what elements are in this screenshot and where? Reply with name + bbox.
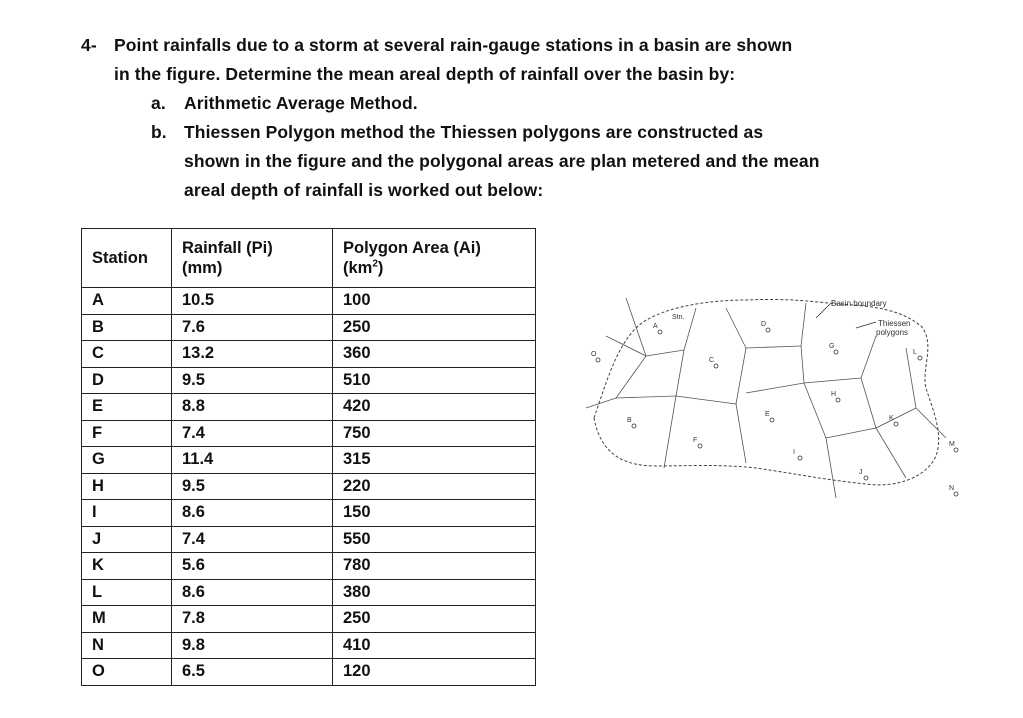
table-body — [82, 288, 536, 686]
table-row — [82, 500, 536, 527]
thiessen-edge — [736, 348, 746, 404]
cell-area: 250 — [333, 606, 536, 633]
station-point-o — [596, 358, 600, 362]
table-row — [82, 579, 536, 606]
table-row — [82, 447, 536, 474]
cell-station: H — [82, 473, 172, 500]
cell-rainfall: 5.6 — [172, 553, 333, 580]
table-row — [82, 341, 536, 368]
table-row — [82, 394, 536, 421]
station-point-m — [954, 448, 958, 452]
station-point-i — [798, 456, 802, 460]
thiessen-edge — [586, 398, 616, 408]
cell-rainfall: 8.6 — [172, 500, 333, 527]
cell-area: 315 — [333, 447, 536, 474]
cell-station: I — [82, 500, 172, 527]
cell-rainfall: 8.8 — [172, 394, 333, 421]
header-station: Station — [82, 229, 172, 288]
station-label-j: J — [859, 469, 863, 476]
thiessen-label-1: Thiessen — [878, 319, 911, 328]
table-row — [82, 288, 536, 315]
cell-station: M — [82, 606, 172, 633]
basin-diagram — [576, 288, 968, 520]
station-point-g — [834, 350, 838, 354]
station-point-h — [836, 398, 840, 402]
cell-rainfall: 8.6 — [172, 579, 333, 606]
thiessen-edge — [801, 346, 804, 383]
cell-station: B — [82, 314, 172, 341]
question-intro-line-2: in the figure. Determine the mean areal depth of rainfall over the basin by: — [114, 64, 736, 84]
cell-area: 360 — [333, 341, 536, 368]
thiessen-label-2: polygons — [876, 328, 909, 337]
station-label-f: F — [693, 437, 698, 444]
cell-area: 410 — [333, 632, 536, 659]
thiessen-edge — [876, 428, 906, 478]
station-label-h: H — [831, 391, 837, 398]
table-row — [82, 632, 536, 659]
cell-rainfall: 9.5 — [172, 473, 333, 500]
cell-station: G — [82, 447, 172, 474]
cell-rainfall: 11.4 — [172, 447, 333, 474]
cell-rainfall: 9.8 — [172, 632, 333, 659]
header-rainfall — [172, 229, 333, 288]
cell-area: 780 — [333, 553, 536, 580]
thiessen-edge — [746, 346, 801, 348]
cell-station: C — [82, 341, 172, 368]
cell-area: 120 — [333, 659, 536, 686]
thiessen-edge — [616, 356, 646, 398]
station-point-j — [864, 476, 868, 480]
header-rainfall-label: Rainfall (Pi) — [182, 239, 273, 257]
thiessen-edge — [916, 408, 946, 438]
station-point-f — [698, 444, 702, 448]
cell-station: J — [82, 526, 172, 553]
cell-station: D — [82, 367, 172, 394]
cell-rainfall: 7.6 — [172, 314, 333, 341]
cell-station: O — [82, 659, 172, 686]
question-number: 4- — [81, 35, 97, 55]
cell-area: 250 — [333, 314, 536, 341]
thiessen-pointer — [856, 322, 876, 328]
table-row — [82, 606, 536, 633]
station-point-e — [770, 418, 774, 422]
cell-rainfall: 13.2 — [172, 341, 333, 368]
cell-station: E — [82, 394, 172, 421]
cell-rainfall: 9.5 — [172, 367, 333, 394]
header-area-unit: $(km^2)$ — [343, 258, 384, 277]
station-label-a: A — [653, 323, 658, 330]
thiessen-edge — [676, 350, 684, 396]
thiessen-edge — [616, 396, 676, 398]
stn-label: Stn. — [672, 314, 685, 321]
part-a-letter: a. — [151, 93, 166, 113]
thiessen-edge — [804, 383, 826, 438]
cell-area: 550 — [333, 526, 536, 553]
cell-rainfall: 7.4 — [172, 526, 333, 553]
cell-area: 750 — [333, 420, 536, 447]
cell-rainfall: 7.4 — [172, 420, 333, 447]
cell-area: 510 — [333, 367, 536, 394]
station-label-c: C — [709, 357, 715, 364]
thiessen-edge — [664, 396, 676, 468]
thiessen-edge — [906, 348, 916, 408]
part-b-line-2: shown in the figure and the polygonal areas are plan metered and the mean — [184, 151, 820, 171]
station-point-k — [894, 422, 898, 426]
station-label-d: D — [761, 321, 767, 328]
table-row — [82, 367, 536, 394]
station-point-a — [658, 330, 662, 334]
part-b-line-1: Thiessen Polygon method the Thiessen polygons are constructed as — [184, 122, 764, 142]
table-row — [82, 526, 536, 553]
cell-rainfall: 7.8 — [172, 606, 333, 633]
cell-station: A — [82, 288, 172, 315]
thiessen-edge — [736, 404, 746, 463]
thiessen-edge — [861, 378, 876, 428]
thiessen-edge — [801, 303, 806, 346]
part-b-letter: b. — [151, 122, 167, 142]
thiessen-edge — [861, 336, 876, 378]
cell-rainfall: 6.5 — [172, 659, 333, 686]
basin-figure — [576, 288, 968, 520]
station-label-b: B — [627, 417, 632, 424]
station-point-l — [918, 356, 922, 360]
header-area — [333, 229, 536, 288]
table-row — [82, 473, 536, 500]
thiessen-edge — [646, 350, 684, 356]
question-intro-line-1: Point rainfalls due to a storm at several rain-gauge stations in a basin are shown — [114, 35, 793, 55]
cell-rainfall: 10.5 — [172, 288, 333, 315]
header-rainfall-unit: (mm) — [182, 259, 223, 277]
header-area-label: Polygon Area (Ai) — [343, 239, 481, 257]
table-header-row — [82, 229, 536, 288]
thiessen-edge — [804, 378, 861, 383]
cell-area: 100 — [333, 288, 536, 315]
cell-station: K — [82, 553, 172, 580]
thiessen-edge — [676, 396, 736, 404]
cell-station: N — [82, 632, 172, 659]
station-point-c — [714, 364, 718, 368]
cell-station: L — [82, 579, 172, 606]
cell-area: 380 — [333, 579, 536, 606]
station-label-k: K — [889, 415, 894, 422]
station-label-o: O — [591, 351, 597, 358]
thiessen-edge — [726, 308, 746, 348]
station-label-g: G — [829, 343, 835, 350]
station-label-i: I — [793, 449, 795, 456]
table-row — [82, 553, 536, 580]
cell-area: 150 — [333, 500, 536, 527]
cell-area: 420 — [333, 394, 536, 421]
station-point-n — [954, 492, 958, 496]
station-label-l: L — [913, 349, 917, 356]
thiessen-edge — [826, 428, 876, 438]
part-b-line-3: areal depth of rainfall is worked out below: — [184, 180, 544, 200]
table-row — [82, 314, 536, 341]
thiessen-edge — [684, 308, 696, 350]
cell-area: 220 — [333, 473, 536, 500]
cell-station: F — [82, 420, 172, 447]
part-a-text: Arithmetic Average Method. — [184, 93, 418, 113]
thiessen-edge — [826, 438, 836, 498]
table-row — [82, 659, 536, 686]
rainfall-table — [81, 228, 536, 686]
table-row — [82, 420, 536, 447]
station-point-b — [632, 424, 636, 428]
station-label-e: E — [765, 411, 770, 418]
station-label-m: M — [949, 441, 955, 448]
station-point-d — [766, 328, 770, 332]
station-label-n: N — [949, 485, 955, 492]
basin-boundary-label: Basin boundary — [831, 299, 887, 308]
basin-boundary-pointer — [816, 304, 830, 318]
thiessen-edge — [746, 383, 804, 393]
